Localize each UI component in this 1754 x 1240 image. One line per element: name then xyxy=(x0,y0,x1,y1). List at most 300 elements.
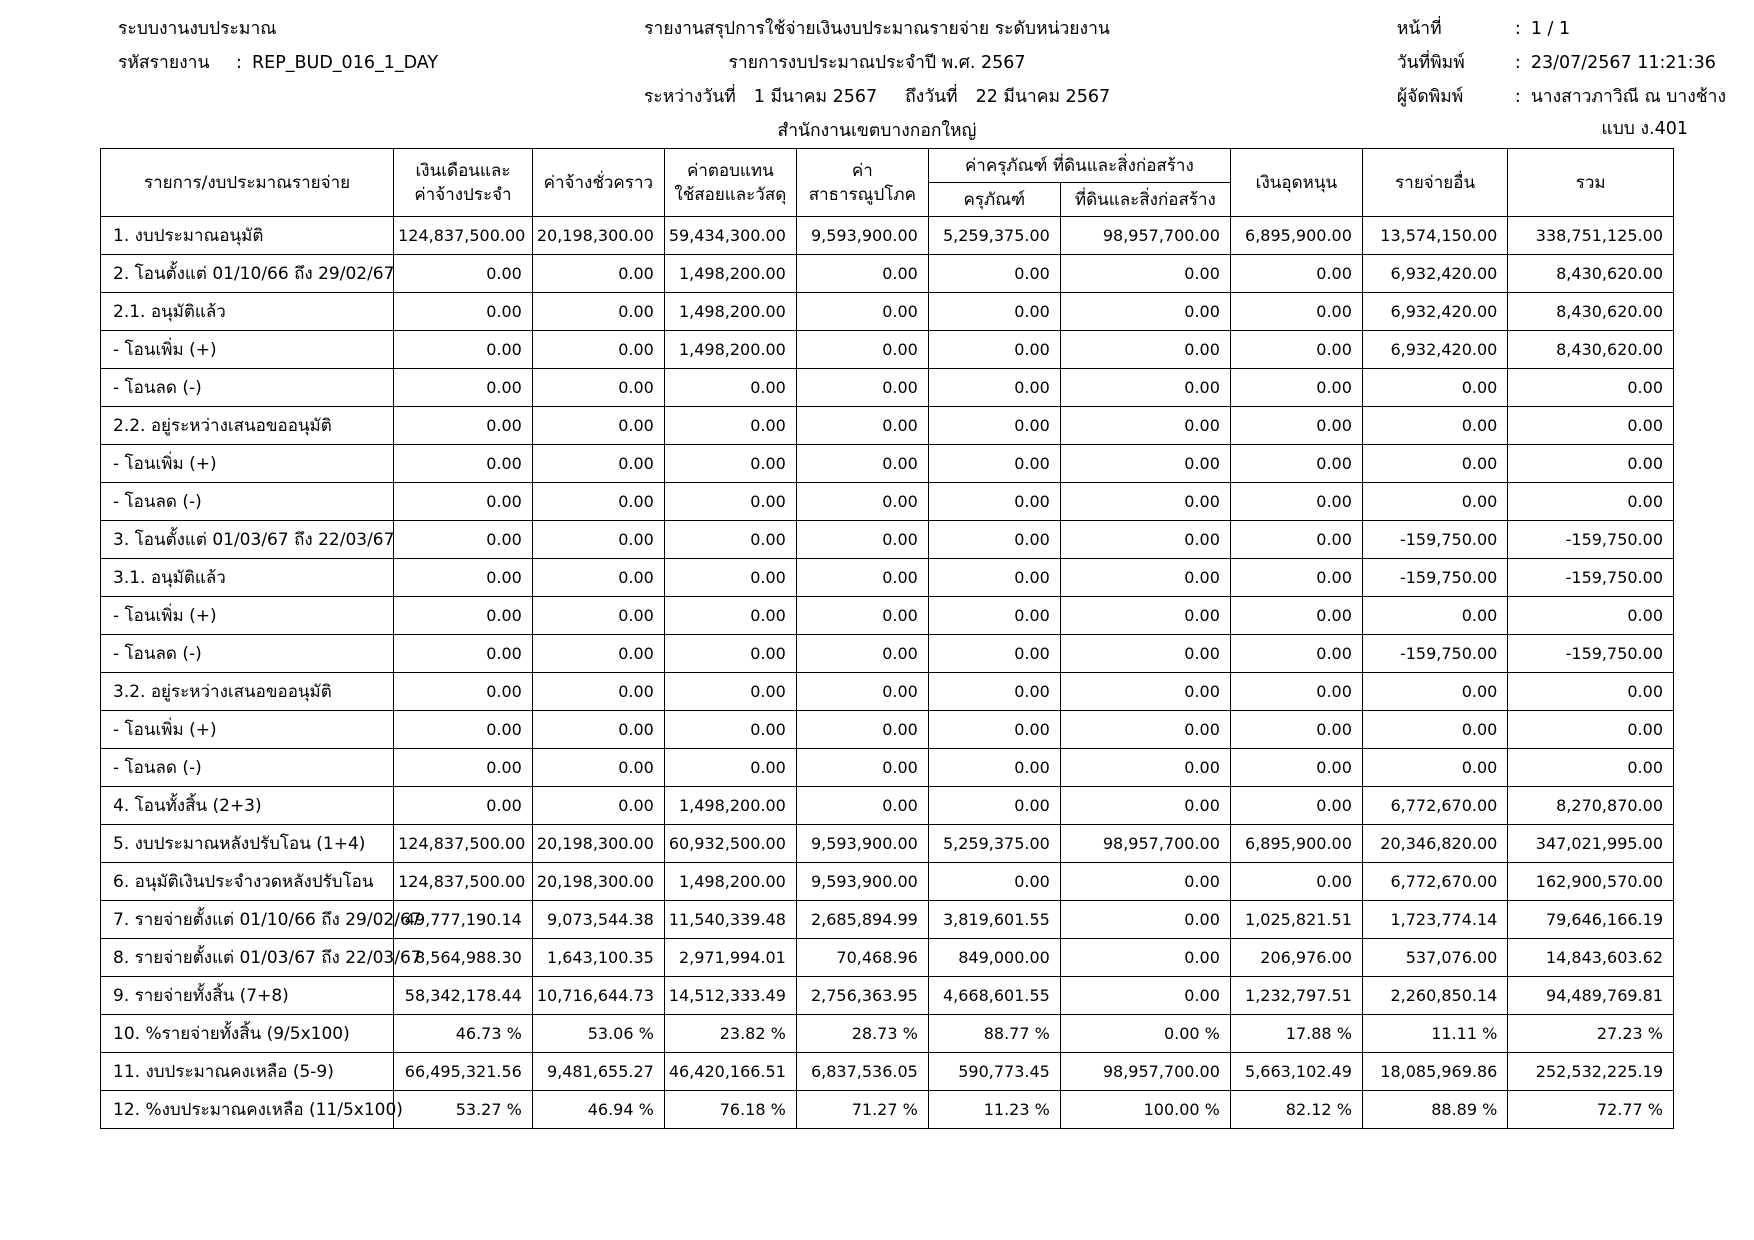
row-cell-2: 1,498,200.00 xyxy=(664,863,796,901)
row-label: 11. งบประมาณคงเหลือ (5-9) xyxy=(101,1053,394,1091)
row-cell-1: 0.00 xyxy=(532,407,664,445)
row-cell-8: 27.23 % xyxy=(1508,1015,1674,1053)
row-cell-4: 0.00 xyxy=(928,255,1060,293)
report-code-separator: : xyxy=(236,53,242,73)
row-cell-1: 0.00 xyxy=(532,445,664,483)
row-cell-0: 0.00 xyxy=(394,407,533,445)
col-header-other-expense: รายจ่ายอื่น xyxy=(1362,149,1507,217)
row-cell-8: 72.77 % xyxy=(1508,1091,1674,1129)
row-cell-8: 252,532,225.19 xyxy=(1508,1053,1674,1091)
row-cell-8: 79,646,166.19 xyxy=(1508,901,1674,939)
row-cell-4: 0.00 xyxy=(928,407,1060,445)
table-row xyxy=(101,673,1674,711)
row-cell-8: 0.00 xyxy=(1508,445,1674,483)
row-cell-2: 0.00 xyxy=(664,749,796,787)
print-date-row xyxy=(1397,46,1726,80)
budget-table-wrapper xyxy=(100,148,1674,1129)
row-cell-8: 14,843,603.62 xyxy=(1508,939,1674,977)
row-cell-3: 0.00 xyxy=(796,673,928,711)
row-cell-6: 0.00 xyxy=(1230,673,1362,711)
row-cell-8: 8,270,870.00 xyxy=(1508,787,1674,825)
row-cell-4: 0.00 xyxy=(928,483,1060,521)
row-cell-8: 338,751,125.00 xyxy=(1508,217,1674,255)
range-from: 1 มีนาคม 2567 xyxy=(753,87,878,107)
row-cell-3: 0.00 xyxy=(796,369,928,407)
row-cell-6: 6,895,900.00 xyxy=(1230,825,1362,863)
row-cell-5: 0.00 xyxy=(1060,901,1230,939)
row-label: 7. รายจ่ายตั้งแต่ 01/10/66 ถึง 29/02/67 xyxy=(101,901,394,939)
table-row xyxy=(101,217,1674,255)
row-cell-6: 0.00 xyxy=(1230,711,1362,749)
row-cell-6: 0.00 xyxy=(1230,293,1362,331)
row-cell-1: 0.00 xyxy=(532,483,664,521)
row-label: - โอนเพิ่ม (+) xyxy=(101,331,394,369)
row-cell-7: -159,750.00 xyxy=(1362,521,1507,559)
row-cell-1: 46.94 % xyxy=(532,1091,664,1129)
row-cell-1: 0.00 xyxy=(532,597,664,635)
table-row xyxy=(101,597,1674,635)
row-cell-7: 0.00 xyxy=(1362,369,1507,407)
row-cell-2: 0.00 xyxy=(664,407,796,445)
row-cell-7: 6,932,420.00 xyxy=(1362,255,1507,293)
table-row xyxy=(101,1091,1674,1129)
row-cell-8: -159,750.00 xyxy=(1508,635,1674,673)
print-date-label: วันที่พิมพ์ xyxy=(1396,53,1465,73)
row-cell-6: 1,025,821.51 xyxy=(1230,901,1362,939)
row-cell-3: 0.00 xyxy=(796,407,928,445)
row-label: 6. อนุมัติเงินประจำงวดหลังปรับโอน xyxy=(101,863,394,901)
row-cell-2: 59,434,300.00 xyxy=(664,217,796,255)
organization-name: สำนักงานเขตบางกอกใหญ่ xyxy=(777,121,977,141)
row-cell-3: 2,685,894.99 xyxy=(796,901,928,939)
row-cell-0: 49,777,190.14 xyxy=(394,901,533,939)
page-number-separator: : xyxy=(1514,19,1521,39)
col-header-temp-wage: ค่าจ้างชั่วคราว xyxy=(532,149,664,217)
row-cell-4: 590,773.45 xyxy=(928,1053,1060,1091)
row-cell-4: 0.00 xyxy=(928,369,1060,407)
row-cell-2: 0.00 xyxy=(664,673,796,711)
table-row xyxy=(101,559,1674,597)
row-cell-8: 8,430,620.00 xyxy=(1508,255,1674,293)
table-row xyxy=(101,863,1674,901)
range-mid: ถึงวันที่ xyxy=(905,87,958,107)
row-label: - โอนลด (-) xyxy=(101,749,394,787)
row-cell-4: 0.00 xyxy=(928,293,1060,331)
row-cell-0: 0.00 xyxy=(394,293,533,331)
row-cell-2: 0.00 xyxy=(664,635,796,673)
table-body xyxy=(101,217,1674,1129)
row-cell-2: 46,420,166.51 xyxy=(664,1053,796,1091)
row-cell-0: 0.00 xyxy=(394,521,533,559)
row-cell-4: 0.00 xyxy=(928,559,1060,597)
row-cell-4: 0.00 xyxy=(928,673,1060,711)
row-cell-2: 14,512,333.49 xyxy=(664,977,796,1015)
row-cell-8: 0.00 xyxy=(1508,673,1674,711)
row-cell-5: 0.00 xyxy=(1060,483,1230,521)
row-cell-1: 0.00 xyxy=(532,787,664,825)
row-cell-0: 8,564,988.30 xyxy=(394,939,533,977)
row-label: 3.2. อยู่ระหว่างเสนอขออนุมัติ xyxy=(101,673,394,711)
row-label: 8. รายจ่ายตั้งแต่ 01/03/67 ถึง 22/03/67 xyxy=(101,939,394,977)
table-row xyxy=(101,939,1674,977)
row-cell-3: 0.00 xyxy=(796,787,928,825)
row-cell-0: 124,837,500.00 xyxy=(394,825,533,863)
col-header-item: รายการ/งบประมาณรายจ่าย xyxy=(101,149,394,217)
row-label: 3.1. อนุมัติแล้ว xyxy=(101,559,394,597)
row-cell-0: 0.00 xyxy=(394,635,533,673)
row-cell-0: 46.73 % xyxy=(394,1015,533,1053)
row-cell-5: 98,957,700.00 xyxy=(1060,1053,1230,1091)
row-cell-4: 0.00 xyxy=(928,711,1060,749)
row-cell-3: 0.00 xyxy=(796,445,928,483)
row-label: 5. งบประมาณหลังปรับโอน (1+4) xyxy=(101,825,394,863)
row-cell-1: 0.00 xyxy=(532,331,664,369)
row-cell-1: 0.00 xyxy=(532,749,664,787)
row-cell-6: 0.00 xyxy=(1230,597,1362,635)
row-cell-5: 0.00 xyxy=(1060,597,1230,635)
table-row xyxy=(101,749,1674,787)
row-cell-7: 2,260,850.14 xyxy=(1362,977,1507,1015)
row-cell-0: 0.00 xyxy=(394,445,533,483)
row-cell-1: 0.00 xyxy=(532,521,664,559)
row-cell-0: 124,837,500.00 xyxy=(394,863,533,901)
row-label: 9. รายจ่ายทั้งสิ้น (7+8) xyxy=(101,977,394,1015)
row-cell-8: 0.00 xyxy=(1508,483,1674,521)
row-cell-5: 0.00 xyxy=(1060,559,1230,597)
row-cell-4: 3,819,601.55 xyxy=(928,901,1060,939)
row-cell-7: 6,932,420.00 xyxy=(1362,331,1507,369)
row-cell-3: 9,593,900.00 xyxy=(796,863,928,901)
row-cell-5: 100.00 % xyxy=(1060,1091,1230,1129)
row-cell-5: 0.00 xyxy=(1060,331,1230,369)
row-cell-4: 5,259,375.00 xyxy=(928,217,1060,255)
row-cell-6: 6,895,900.00 xyxy=(1230,217,1362,255)
row-label: 2.1. อนุมัติแล้ว xyxy=(101,293,394,331)
row-cell-0: 0.00 xyxy=(394,331,533,369)
row-cell-1: 0.00 xyxy=(532,369,664,407)
row-cell-2: 0.00 xyxy=(664,559,796,597)
row-cell-5: 0.00 xyxy=(1060,673,1230,711)
row-label: 12. %งบประมาณคงเหลือ (11/5x100) xyxy=(101,1091,394,1129)
row-cell-2: 1,498,200.00 xyxy=(664,331,796,369)
row-cell-0: 0.00 xyxy=(394,369,533,407)
row-cell-1: 20,198,300.00 xyxy=(532,825,664,863)
row-cell-8: -159,750.00 xyxy=(1508,521,1674,559)
row-cell-7: 18,085,969.86 xyxy=(1362,1053,1507,1091)
row-label: 2.2. อยู่ระหว่างเสนอขออนุมัติ xyxy=(101,407,394,445)
row-cell-5: 0.00 xyxy=(1060,939,1230,977)
row-cell-0: 0.00 xyxy=(394,483,533,521)
row-cell-3: 0.00 xyxy=(796,597,928,635)
row-cell-3: 71.27 % xyxy=(796,1091,928,1129)
row-cell-7: 6,772,670.00 xyxy=(1362,863,1507,901)
row-cell-7: -159,750.00 xyxy=(1362,635,1507,673)
table-row xyxy=(101,977,1674,1015)
row-cell-5: 98,957,700.00 xyxy=(1060,217,1230,255)
row-cell-0: 0.00 xyxy=(394,749,533,787)
table-row xyxy=(101,901,1674,939)
row-cell-4: 0.00 xyxy=(928,787,1060,825)
row-cell-0: 66,495,321.56 xyxy=(394,1053,533,1091)
row-cell-3: 0.00 xyxy=(796,635,928,673)
row-cell-7: 0.00 xyxy=(1362,749,1507,787)
row-cell-8: 162,900,570.00 xyxy=(1508,863,1674,901)
row-cell-6: 0.00 xyxy=(1230,787,1362,825)
row-cell-6: 0.00 xyxy=(1230,863,1362,901)
row-cell-2: 0.00 xyxy=(664,369,796,407)
row-cell-4: 0.00 xyxy=(928,331,1060,369)
row-cell-8: 347,021,995.00 xyxy=(1508,825,1674,863)
report-title: รายงานสรุปการใช้จ่ายเงินงบประมาณรายจ่าย ระดับหน่วยงาน xyxy=(644,19,1110,39)
row-cell-3: 28.73 % xyxy=(796,1015,928,1053)
table-row xyxy=(101,293,1674,331)
table-row xyxy=(101,369,1674,407)
row-cell-1: 20,198,300.00 xyxy=(532,863,664,901)
row-label: - โอนลด (-) xyxy=(101,369,394,407)
row-cell-6: 0.00 xyxy=(1230,749,1362,787)
row-cell-1: 9,073,544.38 xyxy=(532,901,664,939)
range-to: 22 มีนาคม 2567 xyxy=(975,87,1111,107)
row-cell-2: 2,971,994.01 xyxy=(664,939,796,977)
table-row xyxy=(101,711,1674,749)
row-cell-0: 0.00 xyxy=(394,597,533,635)
row-cell-0: 53.27 % xyxy=(394,1091,533,1129)
row-cell-5: 0.00 xyxy=(1060,369,1230,407)
report-code-value: REP_BUD_016_1_DAY xyxy=(252,53,439,73)
printed-by-label: ผู้จัดพิมพ์ xyxy=(1396,87,1464,107)
row-cell-8: 8,430,620.00 xyxy=(1508,331,1674,369)
row-cell-6: 82.12 % xyxy=(1230,1091,1362,1129)
row-cell-5: 0.00 % xyxy=(1060,1015,1230,1053)
row-cell-2: 0.00 xyxy=(664,445,796,483)
row-cell-6: 206,976.00 xyxy=(1230,939,1362,977)
row-cell-4: 0.00 xyxy=(928,635,1060,673)
row-cell-0: 0.00 xyxy=(394,787,533,825)
printed-by-separator: : xyxy=(1514,87,1521,107)
print-date-separator: : xyxy=(1514,53,1521,73)
row-cell-3: 9,593,900.00 xyxy=(796,825,928,863)
row-cell-3: 9,593,900.00 xyxy=(796,217,928,255)
row-label: 4. โอนทั้งสิ้น (2+3) xyxy=(101,787,394,825)
row-cell-6: 0.00 xyxy=(1230,559,1362,597)
row-cell-1: 0.00 xyxy=(532,255,664,293)
table-row xyxy=(101,635,1674,673)
row-cell-3: 0.00 xyxy=(796,749,928,787)
row-cell-8: 8,430,620.00 xyxy=(1508,293,1674,331)
row-cell-5: 0.00 xyxy=(1060,255,1230,293)
col-header-equipment-land-group: ค่าครุภัณฑ์ ที่ดินและสิ่งก่อสร้าง xyxy=(928,149,1230,183)
row-cell-1: 0.00 xyxy=(532,673,664,711)
system-name: ระบบงานงบประมาณ xyxy=(118,19,277,39)
table-row xyxy=(101,825,1674,863)
row-cell-0: 58,342,178.44 xyxy=(394,977,533,1015)
row-cell-2: 1,498,200.00 xyxy=(664,293,796,331)
table-row xyxy=(101,407,1674,445)
col-header-utilities: ค่า สาธารณูปโภค xyxy=(796,149,928,217)
row-cell-6: 0.00 xyxy=(1230,255,1362,293)
col-header-subsidy: เงินอุดหนุน xyxy=(1230,149,1362,217)
row-cell-7: 0.00 xyxy=(1362,483,1507,521)
row-cell-6: 1,232,797.51 xyxy=(1230,977,1362,1015)
row-cell-5: 0.00 xyxy=(1060,407,1230,445)
row-cell-2: 1,498,200.00 xyxy=(664,787,796,825)
print-date-value: 23/07/2567 11:21:36 xyxy=(1530,53,1716,73)
row-cell-6: 0.00 xyxy=(1230,521,1362,559)
row-cell-0: 0.00 xyxy=(394,559,533,597)
row-cell-0: 0.00 xyxy=(394,255,533,293)
row-cell-7: 0.00 xyxy=(1362,711,1507,749)
row-cell-2: 1,498,200.00 xyxy=(664,255,796,293)
row-cell-0: 0.00 xyxy=(394,673,533,711)
row-cell-4: 4,668,601.55 xyxy=(928,977,1060,1015)
row-cell-2: 76.18 % xyxy=(664,1091,796,1129)
row-cell-1: 53.06 % xyxy=(532,1015,664,1053)
col-header-compensation: ค่าตอบแทน ใช้สอยและวัสดุ xyxy=(664,149,796,217)
row-cell-8: 0.00 xyxy=(1508,597,1674,635)
row-cell-8: 0.00 xyxy=(1508,749,1674,787)
table-head xyxy=(101,149,1674,217)
row-cell-4: 0.00 xyxy=(928,863,1060,901)
row-cell-5: 0.00 xyxy=(1060,977,1230,1015)
row-cell-3: 0.00 xyxy=(796,521,928,559)
row-cell-2: 0.00 xyxy=(664,521,796,559)
row-cell-7: 6,772,670.00 xyxy=(1362,787,1507,825)
page-number-label: หน้าที่ xyxy=(1396,19,1442,39)
table-row xyxy=(101,331,1674,369)
col-header-salary: เงินเดือนและ ค่าจ้างประจำ xyxy=(394,149,533,217)
row-cell-7: 11.11 % xyxy=(1362,1015,1507,1053)
row-cell-1: 0.00 xyxy=(532,293,664,331)
row-label: 1. งบประมาณอนุมัติ xyxy=(101,217,394,255)
row-cell-2: 23.82 % xyxy=(664,1015,796,1053)
row-cell-2: 0.00 xyxy=(664,711,796,749)
row-cell-2: 0.00 xyxy=(664,597,796,635)
row-cell-3: 0.00 xyxy=(796,559,928,597)
row-cell-4: 11.23 % xyxy=(928,1091,1060,1129)
col-header-land-building: ที่ดินและสิ่งก่อสร้าง xyxy=(1060,183,1230,217)
report-subtitle: รายการงบประมาณประจำปี พ.ศ. 2567 xyxy=(728,53,1026,73)
page-number-row xyxy=(1397,12,1726,46)
row-cell-1: 10,716,644.73 xyxy=(532,977,664,1015)
row-cell-4: 5,259,375.00 xyxy=(928,825,1060,863)
row-cell-7: 20,346,820.00 xyxy=(1362,825,1507,863)
row-cell-5: 0.00 xyxy=(1060,787,1230,825)
row-cell-3: 0.00 xyxy=(796,331,928,369)
row-cell-5: 0.00 xyxy=(1060,521,1230,559)
row-cell-7: 0.00 xyxy=(1362,407,1507,445)
row-cell-2: 60,932,500.00 xyxy=(664,825,796,863)
row-cell-6: 0.00 xyxy=(1230,483,1362,521)
table-row xyxy=(101,445,1674,483)
row-label: 2. โอนตั้งแต่ 01/10/66 ถึง 29/02/67 xyxy=(101,255,394,293)
row-label: - โอนลด (-) xyxy=(101,635,394,673)
table-header-row-1 xyxy=(101,149,1674,183)
row-cell-2: 11,540,339.48 xyxy=(664,901,796,939)
row-cell-3: 0.00 xyxy=(796,711,928,749)
row-label: 3. โอนตั้งแต่ 01/03/67 ถึง 22/03/67 xyxy=(101,521,394,559)
row-cell-4: 0.00 xyxy=(928,445,1060,483)
table-row xyxy=(101,787,1674,825)
form-code: แบบ ง.401 xyxy=(1601,119,1688,139)
row-cell-1: 0.00 xyxy=(532,559,664,597)
row-cell-1: 20,198,300.00 xyxy=(532,217,664,255)
row-cell-8: 0.00 xyxy=(1508,369,1674,407)
row-cell-7: 537,076.00 xyxy=(1362,939,1507,977)
row-cell-4: 0.00 xyxy=(928,749,1060,787)
col-header-total: รวม xyxy=(1508,149,1674,217)
row-cell-6: 0.00 xyxy=(1230,635,1362,673)
row-cell-7: 0.00 xyxy=(1362,673,1507,711)
row-label: - โอนลด (-) xyxy=(101,483,394,521)
row-label: 10. %รายจ่ายทั้งสิ้น (9/5x100) xyxy=(101,1015,394,1053)
budget-summary-table xyxy=(100,148,1674,1129)
row-label: - โอนเพิ่ม (+) xyxy=(101,711,394,749)
row-cell-5: 0.00 xyxy=(1060,635,1230,673)
row-cell-7: -159,750.00 xyxy=(1362,559,1507,597)
row-cell-6: 0.00 xyxy=(1230,331,1362,369)
row-cell-3: 70,468.96 xyxy=(796,939,928,977)
row-label: - โอนเพิ่ม (+) xyxy=(101,445,394,483)
row-cell-1: 0.00 xyxy=(532,635,664,673)
row-cell-5: 0.00 xyxy=(1060,863,1230,901)
table-row xyxy=(101,255,1674,293)
report-code-label: รหัสรายงาน xyxy=(118,53,210,73)
row-cell-5: 0.00 xyxy=(1060,711,1230,749)
row-cell-3: 2,756,363.95 xyxy=(796,977,928,1015)
row-cell-3: 6,837,536.05 xyxy=(796,1053,928,1091)
row-cell-6: 0.00 xyxy=(1230,407,1362,445)
printed-by-row xyxy=(1397,80,1726,114)
row-cell-3: 0.00 xyxy=(796,255,928,293)
printed-by-value: นางสาวภาวิณี ณ บางช้าง xyxy=(1530,87,1726,107)
row-cell-7: 1,723,774.14 xyxy=(1362,901,1507,939)
row-cell-8: -159,750.00 xyxy=(1508,559,1674,597)
header-right-block xyxy=(1397,12,1726,114)
page-number-value: 1 / 1 xyxy=(1530,19,1571,39)
table-row xyxy=(101,483,1674,521)
row-cell-6: 0.00 xyxy=(1230,445,1362,483)
table-row xyxy=(101,521,1674,559)
row-cell-6: 0.00 xyxy=(1230,369,1362,407)
report-header xyxy=(0,0,1754,141)
row-cell-0: 124,837,500.00 xyxy=(394,217,533,255)
row-cell-8: 0.00 xyxy=(1508,407,1674,445)
row-cell-4: 0.00 xyxy=(928,597,1060,635)
row-cell-1: 9,481,655.27 xyxy=(532,1053,664,1091)
row-cell-0: 0.00 xyxy=(394,711,533,749)
row-cell-1: 1,643,100.35 xyxy=(532,939,664,977)
row-cell-6: 17.88 % xyxy=(1230,1015,1362,1053)
row-cell-7: 0.00 xyxy=(1362,445,1507,483)
row-cell-3: 0.00 xyxy=(796,293,928,331)
row-cell-3: 0.00 xyxy=(796,483,928,521)
row-cell-7: 13,574,150.00 xyxy=(1362,217,1507,255)
range-prefix: ระหว่างวันที่ xyxy=(643,87,736,107)
row-cell-5: 0.00 xyxy=(1060,445,1230,483)
row-cell-4: 0.00 xyxy=(928,521,1060,559)
row-cell-5: 0.00 xyxy=(1060,749,1230,787)
row-cell-2: 0.00 xyxy=(664,483,796,521)
table-row xyxy=(101,1053,1674,1091)
row-cell-8: 0.00 xyxy=(1508,711,1674,749)
row-cell-1: 0.00 xyxy=(532,711,664,749)
row-cell-5: 98,957,700.00 xyxy=(1060,825,1230,863)
row-cell-7: 0.00 xyxy=(1362,597,1507,635)
row-cell-6: 5,663,102.49 xyxy=(1230,1053,1362,1091)
row-cell-4: 849,000.00 xyxy=(928,939,1060,977)
row-cell-7: 88.89 % xyxy=(1362,1091,1507,1129)
row-cell-5: 0.00 xyxy=(1060,293,1230,331)
